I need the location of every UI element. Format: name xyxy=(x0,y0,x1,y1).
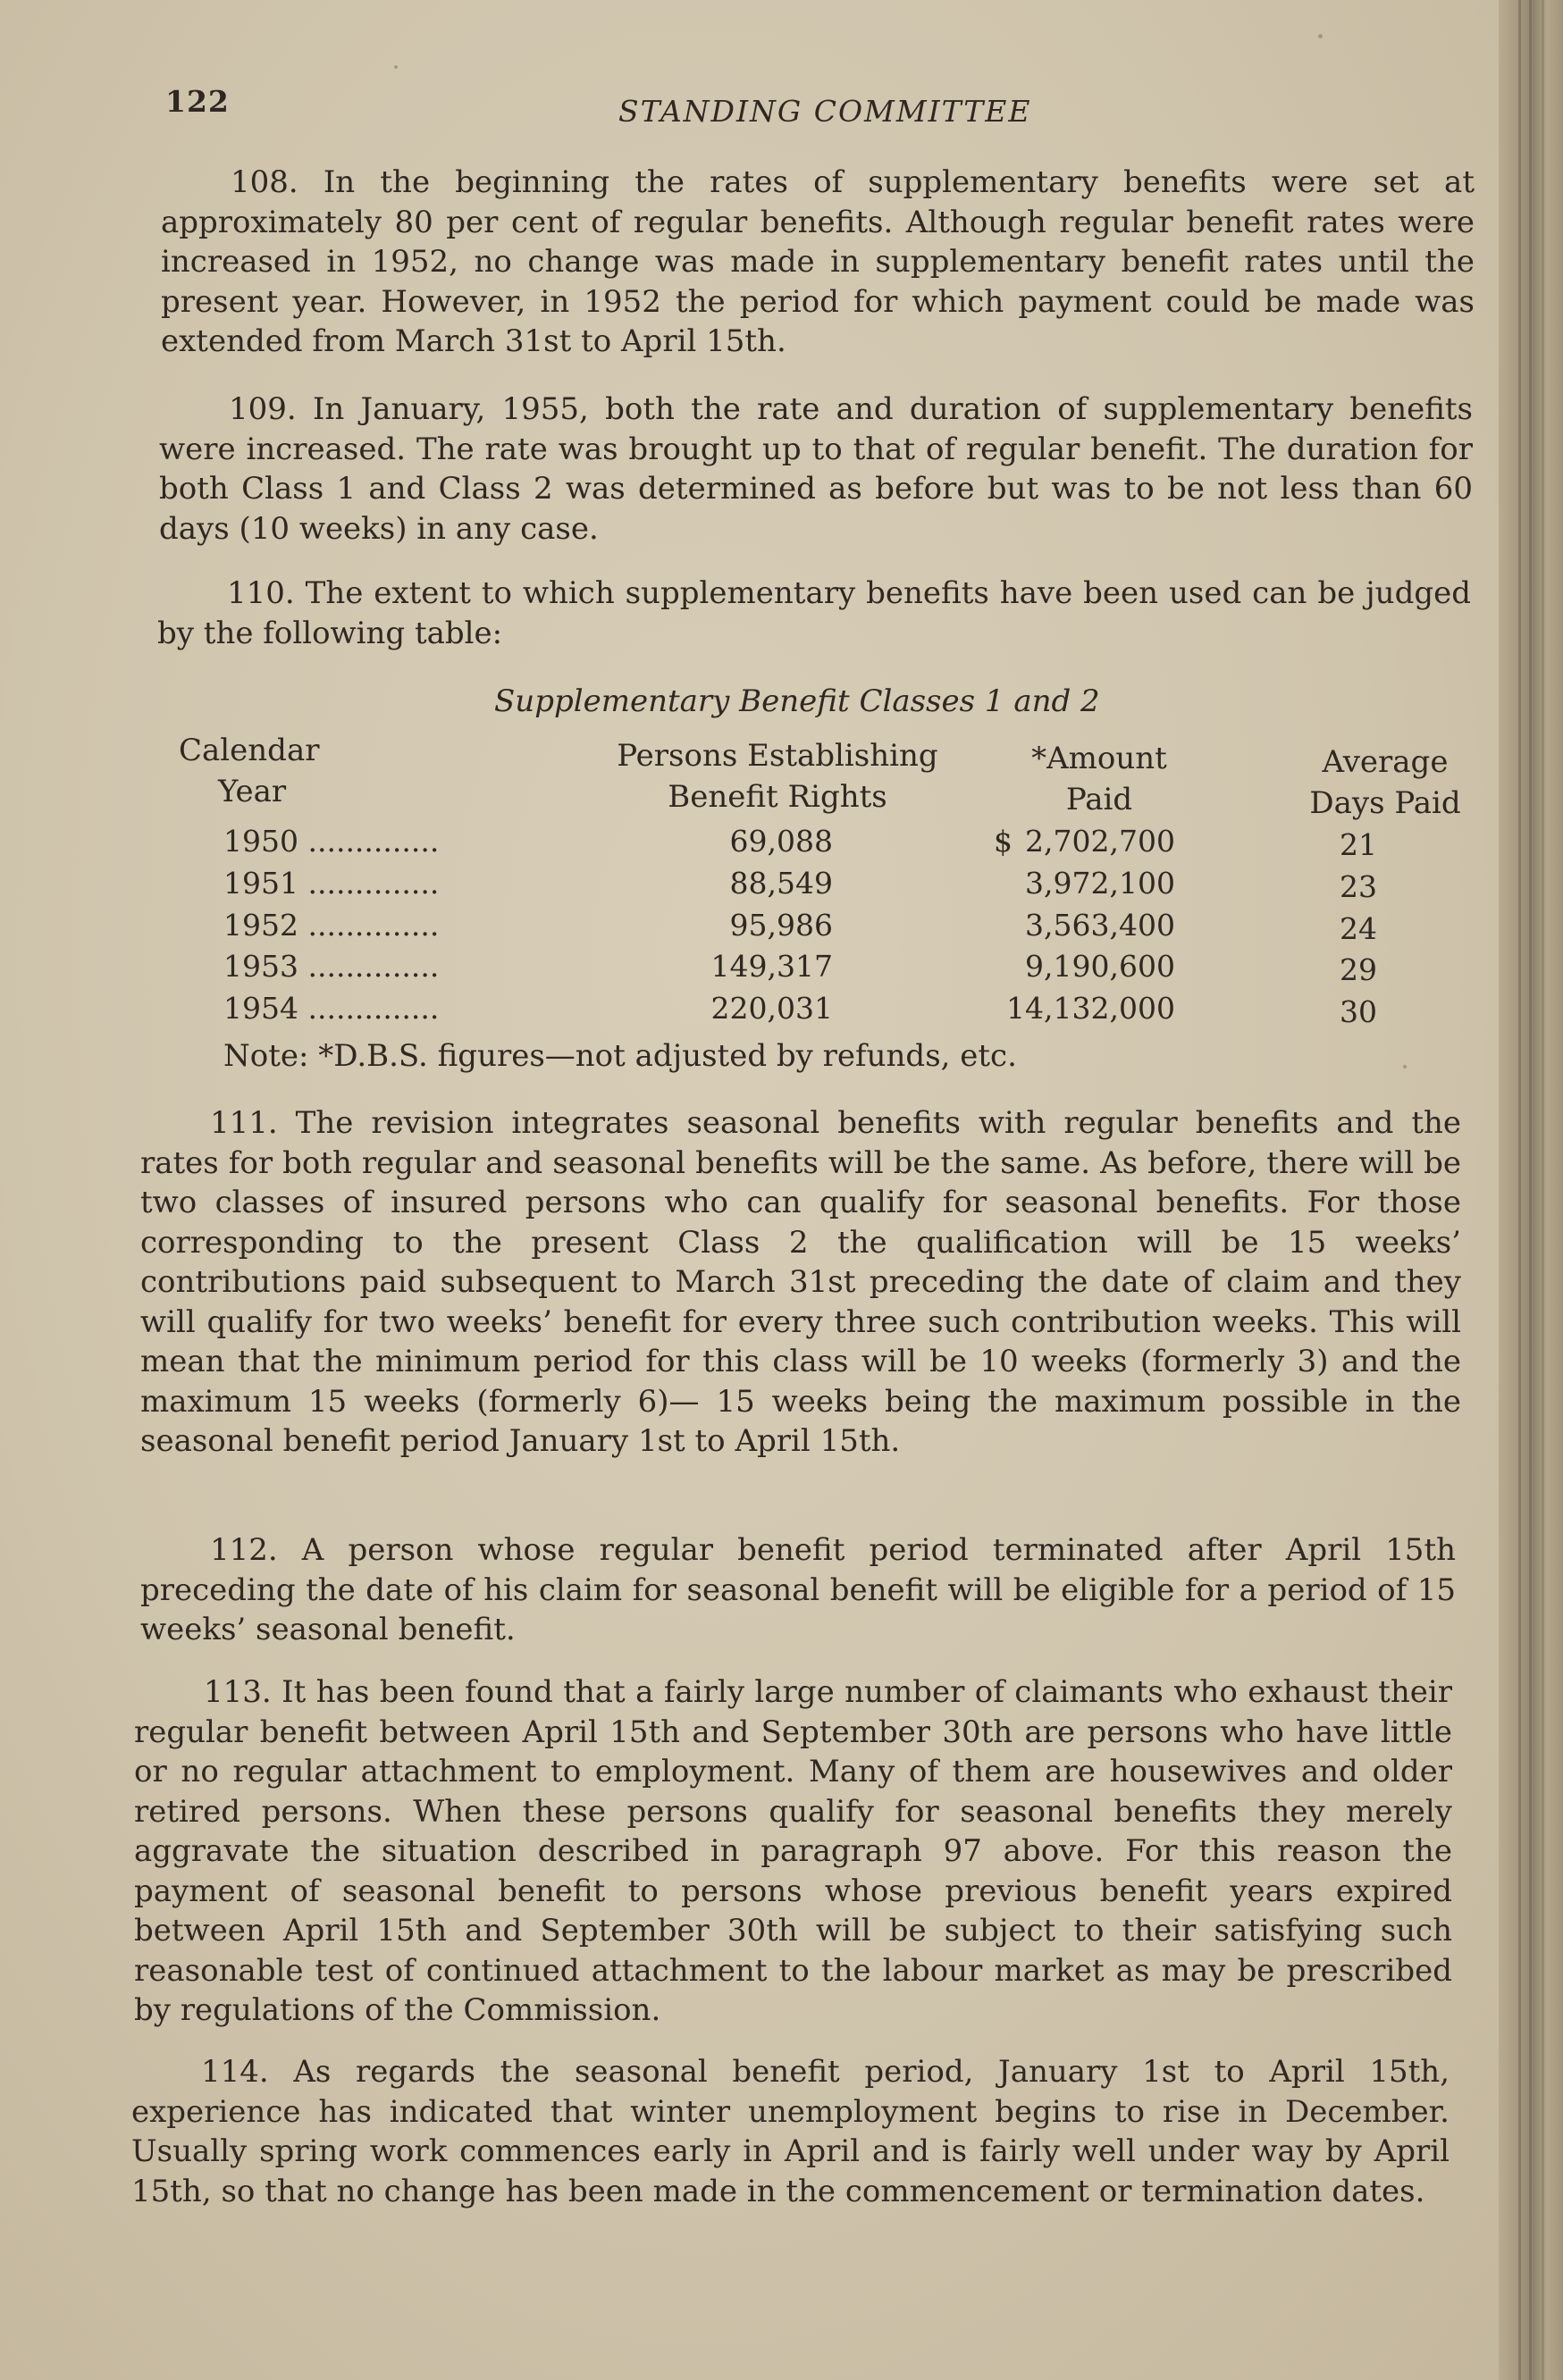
persons-cell: 88,549 xyxy=(729,866,833,901)
paper-speck xyxy=(1403,1065,1407,1068)
paragraph-114: 114. As regards the seasonal benefit period, January 1st to April 15th, experience has indicated that winter unemployment begins to rise in December. Usually spring work commences early in April and is fairly well under way by April 15th, so that no change has been made in the commencement or termination dates. xyxy=(131,2054,1450,2209)
paragraph-110: 110. The extent to which supplementary benefits have been used can be judged by the following table: xyxy=(157,575,1471,651)
column-header-persons xyxy=(599,735,956,817)
days-cell: 29 xyxy=(1340,952,1377,987)
amount-cell: 3,972,100 xyxy=(1025,866,1175,901)
table-row xyxy=(0,824,1519,865)
column-header-amount xyxy=(1001,738,1197,820)
edge-line xyxy=(1542,0,1544,2380)
year-cell: 1952 .............. xyxy=(223,908,440,943)
paragraph-111: 111. The revision integrates seasonal benefits with regular benefits and the rates for both regular and seasonal benefits will be the same. As before, there will be two classes of insured persons who can qualify for seasonal benefits. For those corresponding to the present Class 2 the qualification will be 15 weeks’ contributions paid subsequent to March 31st preceding the date of claim and they will qualify for two weeks’ benefit for every three such contribution weeks. This will mean that the minimum period for this class will be 10 weeks (formerly 3) and the maximum 15 weeks (formerly 6)— 15 weeks being the maximum possible in the seasonal benefit period January 1st to April 15th. xyxy=(140,1105,1461,1459)
header-line: Benefit Rights xyxy=(668,779,887,815)
table-row xyxy=(0,866,1519,907)
table-row xyxy=(0,908,1519,949)
paragraph-108: 108. In the beginning the rates of supplementary benefits were set at approximately 80 per cent of regular benefits. Although regular benefit rates were increased in 1952, no change was made in supplementary benefit rates until the present year. However, in 1952 the period for which payment could be made was extended from March 31st to April 15th. xyxy=(161,164,1475,359)
header-line: Calendar xyxy=(179,733,320,768)
paper-speck xyxy=(394,65,398,69)
amount-cell: 9,190,600 xyxy=(1025,949,1175,984)
paper-speck xyxy=(1318,34,1323,38)
year-cell: 1950 .............. xyxy=(223,824,440,859)
table-note: Note: *D.B.S. figures—not adjusted by refunds, etc. xyxy=(223,1038,1017,1074)
page-edge-shadow xyxy=(1499,0,1563,2380)
header-line: Average xyxy=(1322,744,1449,780)
column-header-days xyxy=(1287,742,1483,824)
amount-cell: 14,132,000 xyxy=(1006,991,1175,1026)
persons-cell: 220,031 xyxy=(710,991,833,1026)
header-line: Persons Establishing xyxy=(617,738,938,774)
column-header-year xyxy=(179,730,349,812)
header-line: Year xyxy=(218,774,287,809)
persons-cell: 95,986 xyxy=(729,908,833,943)
header-line: *Amount xyxy=(1031,741,1167,776)
edge-line xyxy=(1518,0,1521,2380)
days-cell: 30 xyxy=(1340,994,1377,1029)
currency-sign: $ xyxy=(994,824,1013,859)
days-cell: 21 xyxy=(1340,827,1377,862)
days-cell: 23 xyxy=(1340,869,1377,904)
year-cell: 1951 .............. xyxy=(223,866,440,901)
paragraph-113: 113. It has been found that a fairly large number of claimants who exhaust their regular benefit between April 15th and September 30th are persons who have little or no regular attachment to employment. Many of them are housewives and older retired persons. When these persons qualify for seasonal benefits they merely aggravate the situation described in paragraph 97 above. For this reason the payment of seasonal benefit to persons whose previous benefit years expired between April 15th and September 30th will be subject to their satisfying such reasonable test of continued attachment to the labour market as may be prescribed by regulations of the Commission. xyxy=(134,1674,1452,2028)
page-number: 122 xyxy=(165,84,230,119)
persons-cell: 69,088 xyxy=(729,824,833,859)
running-head: STANDING COMMITTEE xyxy=(618,94,1032,129)
days-cell: 24 xyxy=(1340,911,1377,946)
paragraph-112: 112. A person whose regular benefit period terminated after April 15th preceding the date of his claim for seasonal benefit will be eligible for a period of 15 weeks’ seasonal benefit. xyxy=(140,1532,1456,1647)
table-caption: Supplementary Benefit Classes 1 and 2 xyxy=(494,683,1100,719)
year-cell: 1954 .............. xyxy=(223,991,440,1026)
table-row xyxy=(0,949,1519,990)
paragraph-109: 109. In January, 1955, both the rate and duration of supplementary benefits were increased. The rate was brought up to that of regular benefit. The duration for both Class 1 and Class 2 was determined as before but was to be not less than 60 days (10 weeks) in any case. xyxy=(159,391,1473,547)
header-line: Paid xyxy=(1065,782,1133,817)
amount-cell: 3,563,400 xyxy=(1025,908,1175,943)
edge-line xyxy=(1529,0,1532,2380)
amount-cell: 2,702,700 xyxy=(1025,824,1175,859)
header-line: Days Paid xyxy=(1309,785,1461,821)
year-cell: 1953 .............. xyxy=(223,949,440,984)
table-row xyxy=(0,991,1519,1032)
persons-cell: 149,317 xyxy=(710,949,833,984)
